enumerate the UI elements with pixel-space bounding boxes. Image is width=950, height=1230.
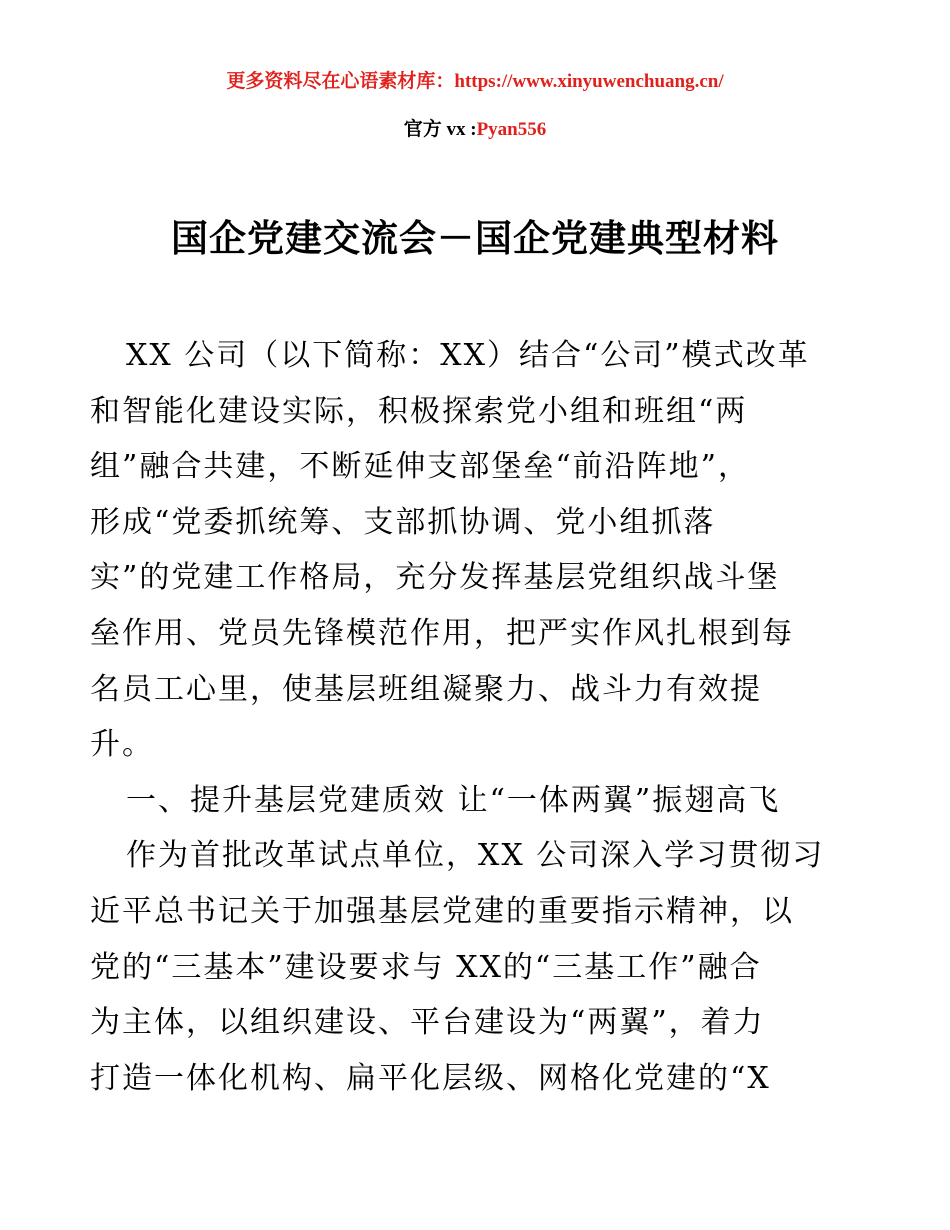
paragraph-line: 组”融合共建，不断延伸支部堡垒“前沿阵地”， <box>90 449 751 485</box>
contact-id: Pyan556 <box>476 119 547 140</box>
paragraph-line: 打造一体化机构、扁平化层级、网格化党建的“X <box>90 1060 771 1096</box>
paragraph-line: 升。 <box>90 727 154 763</box>
paragraph-line: 实”的党建工作格局，充分发挥基层党组织战斗堡 <box>90 560 780 596</box>
promo-label: 更多资料尽在心语素材库： <box>226 71 455 92</box>
contact-line <box>0 114 950 141</box>
paragraph-line: 党的“三基本”建设要求与 XX的“三基工作”融合 <box>90 949 762 985</box>
paragraph-line: 近平总书记关于加强基层党建的重要指示精神，以 <box>90 893 794 929</box>
paragraph-line: 垒作用、党员先锋模范作用，把严实作风扎根到每 <box>90 615 794 651</box>
document-title: 国企党建交流会－国企党建典型材料 <box>171 216 779 260</box>
paragraph-line: 和智能化建设实际，积极探索党小组和班组“两 <box>90 393 748 429</box>
section-heading: 一、提升基层党建质效 让“一体两翼”振翅高飞 <box>126 782 781 818</box>
paragraph-line: 名员工心里，使基层班组凝聚力、战斗力有效提 <box>90 671 762 707</box>
contact-label: 官方 vx : <box>403 119 477 140</box>
paragraph-line: 作为首批改革试点单位，XX 公司深入学习贯彻习 <box>126 838 825 874</box>
promo-link[interactable]: https://www.xinyuwenchuang.cn/ <box>454 71 724 92</box>
paragraph-line: XX 公司（以下简称：XX）结合“公司”模式改革 <box>126 338 810 373</box>
paragraph-line: 为主体，以组织建设、平台建设为“两翼”，着力 <box>90 1005 765 1041</box>
promo-banner <box>0 66 950 93</box>
document-body <box>90 328 870 1106</box>
paragraph-line: 形成“党委抓统筹、支部抓协调、党小组抓落 <box>90 504 716 540</box>
